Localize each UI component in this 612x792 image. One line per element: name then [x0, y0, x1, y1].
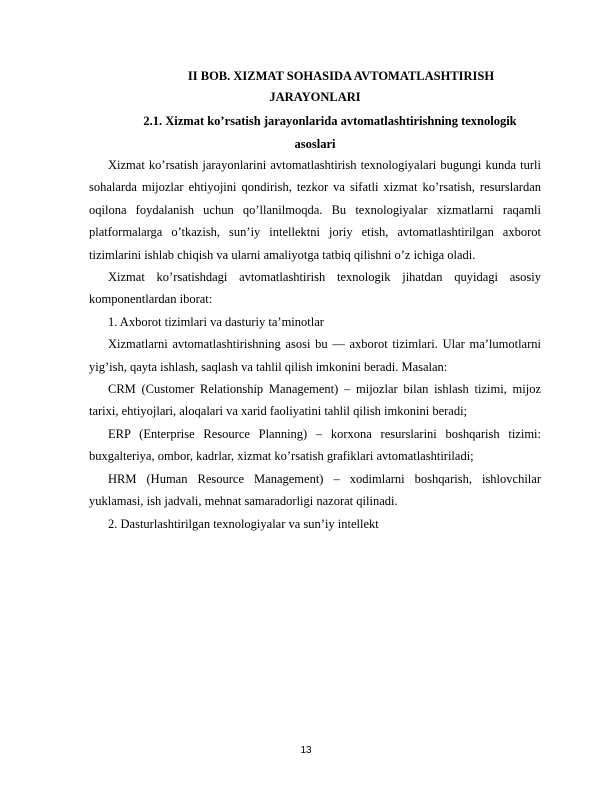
- chapter-title-continued: JARAYONLARI: [269, 90, 361, 104]
- section-title-continued: asoslari: [294, 137, 336, 151]
- section-title: 2.1. Xizmat ko’rsatish jarayonlarida avtomatlashtirishning texnologik: [143, 114, 517, 128]
- paragraph-hrm: HRM (Human Resource Management) – xodimlarni boshqarish, ishlovchilar yuklamasi, ish jadvali, mehnat samaradorligi nazorat qilinadi.: [89, 471, 541, 509]
- page-content: [89, 66, 541, 535]
- paragraph-intro: Xizmat ko’rsatish jarayonlarini avtomatlashtirish texnologiyalari bugungi kunda turli sohalarda mijozlar ehtiyojini qondirish, tezkor va sifatli xizmat ko’rsatish, resurslardan oqilona foydalanish uchun qo’llanilmoqda. Bu texnologiyalar xizmatlarni raqamli platformalarga o’tkazish, sun’iy intellektni joriy etish, avtomatlashtirilgan axborot tizimlarini ishlab chiqish va ularni amaliyotga tatbiq qilishni o’z ichiga oladi.: [89, 158, 541, 262]
- paragraph-information-systems: Xizmatlarni avtomatlashtirishning asosi bu — axborot tizimlari. Ular ma’lumotlarni yig’ish, qayta ishlash, saqlash va tahlil qilish imkonini beradi. Masalan:: [89, 337, 541, 374]
- paragraph-crm: CRM (Customer Relationship Management) – mijozlar bilan ishlash tizimi, mijoz tarixi, ehtiyojlari, aloqalari va xarid faoliyatini tahlil qilish imkonini beradi;: [89, 382, 541, 419]
- page-number: 13: [300, 745, 312, 756]
- paragraph-components: Xizmat ko’rsatishdagi avtomatlashtirish texnologik jihatdan quyidagi asosiy komponentlardan iborat:: [89, 270, 541, 307]
- paragraph-erp: ERP (Enterprise Resource Planning) – korxona resurslarini boshqarish tizimi: buxgalteriya, ombor, kadrlar, xizmat ko’rsatish grafiklari avtomatlashtiriladi;: [89, 426, 541, 464]
- list-heading-information-systems: 1. Axborot tizimlari va dasturiy ta’minotlar: [108, 314, 324, 329]
- chapter-title: II BOB. XIZMAT SOHASIDA AVTOMATLASHTIRISH: [187, 69, 495, 83]
- list-heading-ai: 2. Dasturlashtirilgan texnologiyalar va sun’iy intellekt: [108, 516, 379, 531]
